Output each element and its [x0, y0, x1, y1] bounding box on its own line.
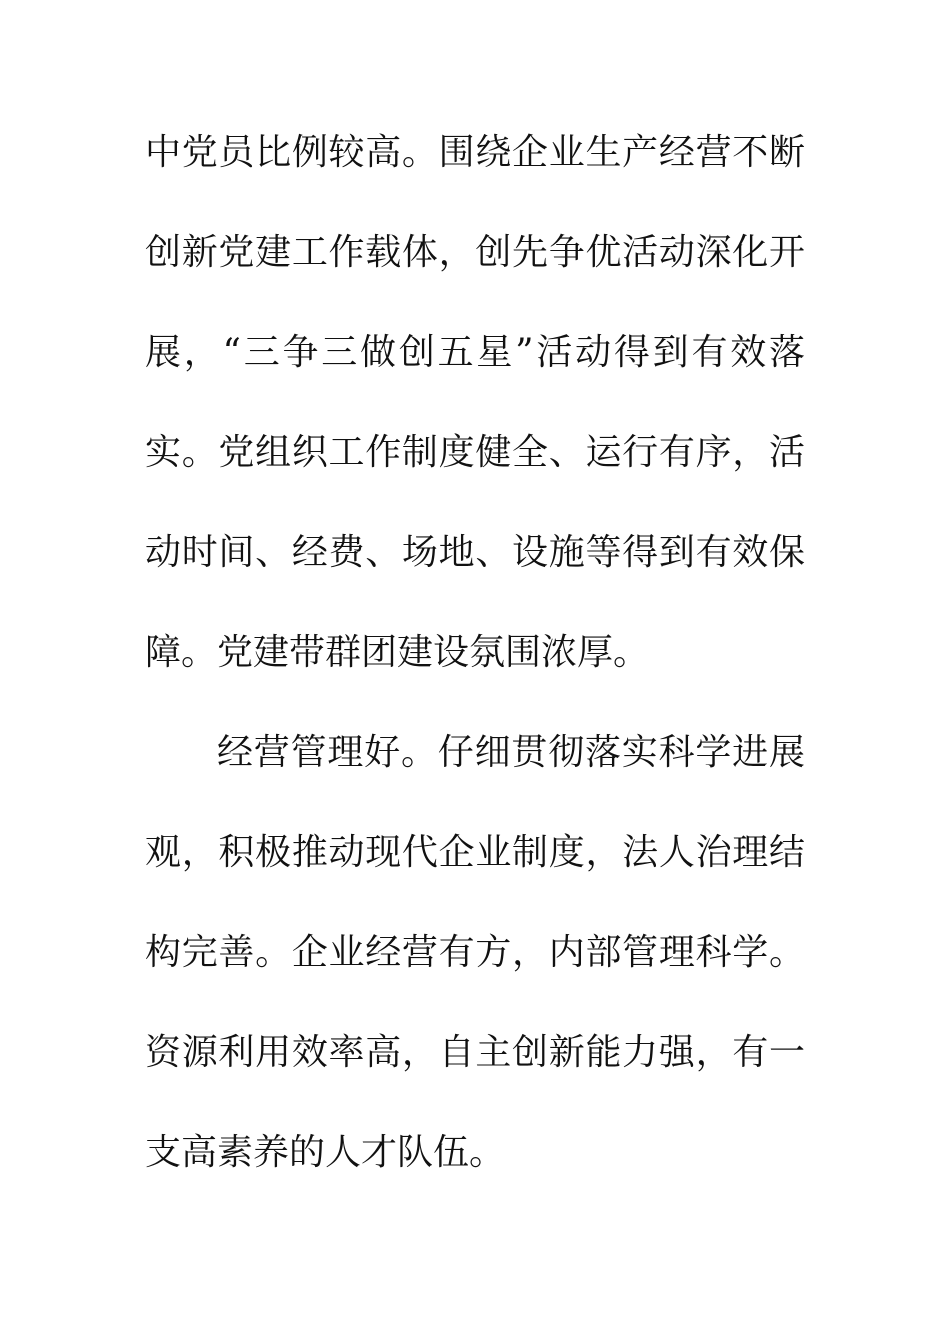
paragraph-first-line: 经营管理好。仔细贯彻落实科学进展: [217, 732, 805, 773]
text-line: 动时间、经费、场地、设施等得到有效保: [145, 532, 805, 573]
text-line: 展，“三争三做创五星”活动得到有效落: [145, 332, 805, 373]
text-line: 支高素养的人才队伍。: [145, 1132, 506, 1173]
text-line: 中党员比例较高。围绕企业生产经营不断: [145, 132, 805, 173]
text-line: 观，积极推动现代企业制度，法人治理结: [145, 832, 805, 873]
text-line: 实。党组织工作制度健全、运行有序，活: [145, 432, 805, 473]
text-line: 障。党建带群团建设氛围浓厚。: [145, 632, 650, 673]
text-line: 资源利用效率高，自主创新能力强，有一: [145, 1032, 805, 1073]
text-line: 创新党建工作载体，创先争优活动深化开: [145, 232, 805, 273]
text-line: 构完善。企业经营有方，内部管理科学。: [145, 932, 805, 973]
